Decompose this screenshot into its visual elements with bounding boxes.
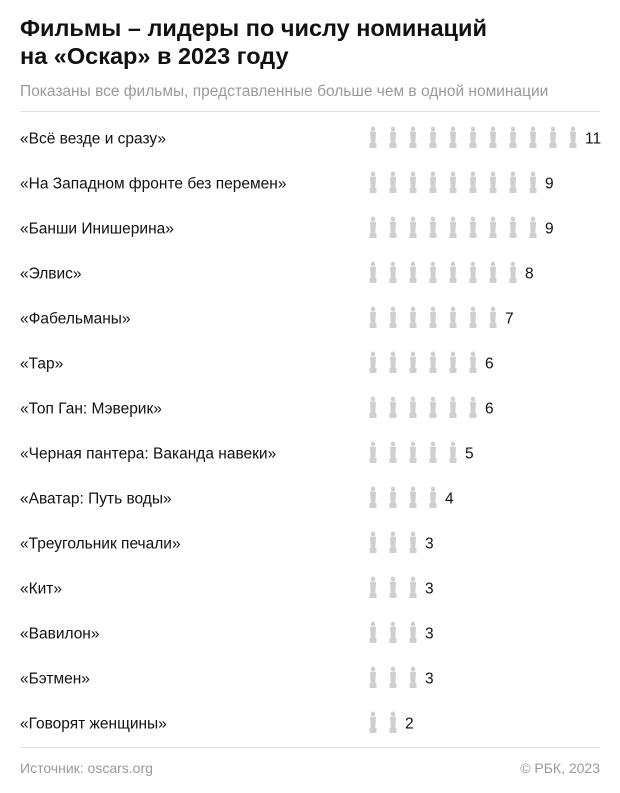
category-label: «Тар» (20, 355, 64, 373)
chart-row (20, 352, 494, 373)
oscar-statuette-icon (470, 397, 477, 418)
oscar-statuette-icon (470, 262, 477, 283)
oscar-statuette-icon (490, 172, 497, 193)
chart-row (20, 127, 601, 148)
copyright-note: © РБК, 2023 (520, 760, 600, 776)
oscar-statuette-icon (430, 307, 437, 328)
category-label: «Черная пантера: Ваканда навеки» (20, 445, 277, 463)
category-label: «Треугольник печали» (20, 535, 181, 553)
category-label: «Аватар: Путь воды» (20, 490, 172, 508)
oscar-statuette-icon (410, 622, 417, 643)
category-label: «Элвис» (20, 265, 82, 283)
chart-row (20, 487, 454, 508)
value-label: 3 (425, 535, 434, 553)
oscar-statuette-icon (390, 217, 397, 238)
value-label: 2 (405, 715, 414, 733)
oscar-statuette-icon (390, 487, 397, 508)
oscar-statuette-icon (370, 262, 377, 283)
oscar-statuette-icon (410, 487, 417, 508)
oscar-statuette-icon (370, 127, 377, 148)
oscar-statuette-icon (470, 172, 477, 193)
chart-row (20, 172, 554, 193)
oscar-statuette-icon (450, 307, 457, 328)
oscar-statuette-icon (370, 712, 377, 733)
value-label: 3 (425, 580, 434, 598)
oscar-statuette-icon (530, 217, 537, 238)
oscar-statuette-icon (510, 172, 517, 193)
oscar-statuette-icon (410, 532, 417, 553)
oscar-statuette-icon (370, 532, 377, 553)
chart-row (20, 532, 434, 553)
oscar-statuette-icon (410, 397, 417, 418)
oscar-statuette-icon (470, 127, 477, 148)
title-line-2: на «Оскар» в 2023 году (20, 43, 289, 69)
oscar-statuette-icon (490, 307, 497, 328)
oscar-statuette-icon (430, 127, 437, 148)
chart-row (20, 217, 554, 238)
value-label: 9 (545, 220, 554, 238)
oscar-statuette-icon (370, 397, 377, 418)
category-label: «Банши Инишерина» (20, 220, 174, 238)
chart-row (20, 712, 414, 733)
oscar-statuette-icon (410, 307, 417, 328)
oscar-statuette-icon (430, 397, 437, 418)
oscar-statuette-icon (390, 172, 397, 193)
oscar-statuette-icon (450, 172, 457, 193)
oscar-statuette-icon (370, 307, 377, 328)
oscar-statuette-icon (390, 622, 397, 643)
oscar-statuette-icon (390, 532, 397, 553)
oscar-statuette-icon (450, 127, 457, 148)
category-label: «На Западном фронте без перемен» (20, 175, 287, 193)
chart-row (20, 397, 494, 418)
oscar-statuette-icon (410, 577, 417, 598)
value-label: 6 (485, 355, 494, 373)
oscar-statuette-icon (410, 352, 417, 373)
oscar-statuette-icon (430, 487, 437, 508)
chart-row (20, 262, 534, 283)
oscar-statuette-icon (390, 667, 397, 688)
oscar-statuette-icon (510, 127, 517, 148)
oscar-statuette-icon (370, 172, 377, 193)
value-label: 3 (425, 670, 434, 688)
oscar-statuette-icon (430, 442, 437, 463)
oscar-statuette-icon (390, 712, 397, 733)
oscar-statuette-icon (430, 217, 437, 238)
bottom-divider (20, 747, 600, 748)
oscar-statuette-icon (490, 262, 497, 283)
oscar-statuette-icon (390, 352, 397, 373)
chart-row (20, 442, 474, 463)
oscar-statuette-icon (390, 262, 397, 283)
oscar-statuette-icon (470, 217, 477, 238)
oscar-statuette-icon (450, 262, 457, 283)
oscar-statuette-icon (370, 442, 377, 463)
oscar-statuette-icon (510, 262, 517, 283)
oscar-statuette-icon (550, 127, 557, 148)
oscar-statuette-icon (450, 442, 457, 463)
chart-row (20, 577, 434, 598)
oscar-statuette-icon (570, 127, 577, 148)
oscar-statuette-icon (370, 622, 377, 643)
oscar-statuette-icon (370, 217, 377, 238)
value-label: 3 (425, 625, 434, 643)
oscar-statuette-icon (450, 397, 457, 418)
oscar-statuette-icon (410, 127, 417, 148)
title-line-1: Фильмы – лидеры по числу номинаций (20, 15, 487, 41)
oscar-statuette-icon (390, 397, 397, 418)
oscar-statuette-icon (410, 667, 417, 688)
oscar-statuette-icon (470, 352, 477, 373)
category-label: «Фабельманы» (20, 310, 131, 328)
oscar-statuette-icon (450, 352, 457, 373)
source-note: Источник: oscars.org (20, 760, 153, 776)
category-label: «Вавилон» (20, 625, 100, 643)
chart-row (20, 622, 434, 643)
oscar-statuette-icon (390, 127, 397, 148)
oscar-statuette-icon (390, 307, 397, 328)
oscar-statuette-icon (530, 172, 537, 193)
oscar-statuette-icon (370, 667, 377, 688)
category-label: «Всё везде и сразу» (20, 130, 166, 148)
category-label: «Бэтмен» (20, 670, 90, 688)
value-label: 7 (505, 310, 514, 328)
oscar-statuette-icon (530, 127, 537, 148)
value-label: 6 (485, 400, 494, 418)
value-label: 4 (445, 490, 454, 508)
category-label: «Кит» (20, 580, 63, 598)
oscar-statuette-icon (490, 127, 497, 148)
oscar-statuette-icon (370, 577, 377, 598)
category-label: «Говорят женщины» (20, 715, 167, 733)
oscar-statuette-icon (410, 172, 417, 193)
oscar-statuette-icon (430, 172, 437, 193)
oscar-statuette-icon (410, 217, 417, 238)
oscar-statuette-icon (490, 217, 497, 238)
oscar-statuette-icon (470, 307, 477, 328)
oscar-statuette-icon (430, 352, 437, 373)
value-label: 11 (585, 130, 602, 148)
oscar-statuette-icon (410, 262, 417, 283)
chart-row (20, 307, 514, 328)
value-label: 9 (545, 175, 554, 193)
oscar-statuette-icon (430, 262, 437, 283)
oscar-statuette-icon (370, 487, 377, 508)
oscar-statuette-icon (390, 577, 397, 598)
value-label: 8 (525, 265, 534, 283)
value-label: 5 (465, 445, 474, 463)
oscar-statuette-icon (390, 442, 397, 463)
oscar-statuette-icon (370, 352, 377, 373)
category-label: «Топ Ган: Мэверик» (20, 400, 162, 418)
page-subtitle: Показаны все фильмы, представленные больше чем в одной номинации (20, 83, 549, 100)
oscar-statuette-icon (510, 217, 517, 238)
oscar-statuette-icon (450, 217, 457, 238)
chart-row (20, 667, 434, 688)
oscar-statuette-icon (410, 442, 417, 463)
